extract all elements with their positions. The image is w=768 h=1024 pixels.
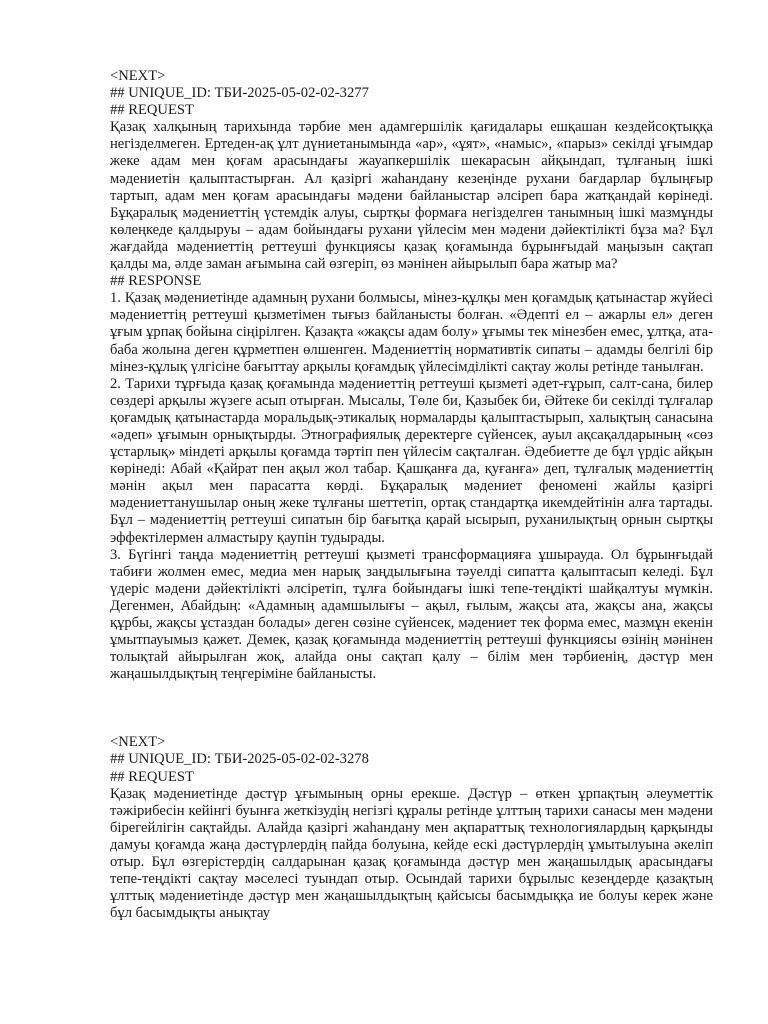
next-tag: <NEXT> — [110, 734, 166, 751]
response-heading: ## RESPONSE — [110, 273, 202, 290]
entry-3277 — [110, 68, 713, 683]
unique-id-line: ## UNIQUE_ID: ТБИ-2025-05-02-02-3278 — [110, 751, 369, 768]
request-heading: ## REQUEST — [110, 768, 194, 785]
request-text: Қазақ халқының тарихында тәрбие мен адамгершілік қағидалары ешқашан кездейсоқтыққа негізделмеген. Ертеден-ақ ұлт дүниетанымында «ар», «ұят», «намыс», «парыз» секілді ұғымдар жеке адам мен қоғам арасындағы жауапкершілік шекарасын айқындап, тұлғаның ішкі мәдениетін қалыптастырған. Ал қазіргі жаһандану кезеңінде рухани бағдарлар бұлыңғыр тартып, адам мен қоғам арасындағы мәдени байланыстар әлсіреп бара жатқандай көрінеді. Бұқаралық мәдениеттің үстемдік алуы, сыртқы формаға негізделген танымның ішкі мазмұнды көлеңкеде қалдыруы – адам бойындағы рухани үйлесім мен мәдени дәйектілікті бұза ма? Бұл жағдайда мәдениеттің реттеуші функциясы қазақ қоғамында бұрынғыдай маңызын сақтап қалды ма, әлде заман ағымына сай өзгеріп, өз мәнінен айырылып бара жатыр ма? — [110, 119, 713, 273]
request-text: Қазақ мәдениетінде дәстүр ұғымының орны ерекше. Дәстүр – өткен ұрпақтың әлеуметтік тәжірибесін кейінгі буынға жеткізудің негізгі құралы ретінде ұлттың тарихи санасы мен мәдени бірегейлігін сақтайды. Алайда қазіргі жаһандану мен ақпараттық технологиялардың қарқынды дамуы қоғамда жаңа дәстүрлердің пайда болуына, кейде ескі дәстүрлердің ұмытылуына әкеліп отыр. Бұл өзгерістердің салдарынан қазақ қоғамында дәстүр мен жаңашылдық арасындағы тепе-теңдікті сақтау мәселесі туындап отыр. Осындай тарихи бұрылыс кезеңдерде қазақтың ұлттық мәдениетінде дәстүр мен жаңашылдықтың қайсысы басымдыққа ие болуы керек және бұл басымдықты анықтау — [110, 785, 713, 922]
document-page — [110, 68, 713, 973]
entry-3278 — [110, 734, 713, 922]
next-tag: <NEXT> — [110, 68, 166, 84]
response-paragraph-1: 1. Қазақ мәдениетінде адамның рухани болмысы, мінез-құлқы мен қоғамдық қатынастар жүйесі мәдениеттің реттеуші қызметімен тығыз байланысты болған. «Әдепті ел – ажарлы ел» деген ұғым ұрпақ бойына сіңірілген. Қазақта «жақсы адам болу» ұғымы тек мінезбен емес, ұлтқа, ата-баба жолына деген құрметпен өлшенген. Мәдениеттің нормативтік сипаты – адамды белгілі бір мінез-құлық үлгісіне бағыттау арқылы қоғамдық үйлесімділікті сақтау жолы ретінде танылған. — [110, 290, 713, 375]
response-paragraph-3: 3. Бүгінгі таңда мәдениеттің реттеуші қызметі трансформацияға ұшырауда. Ол бұрынғыдай табиғи жолмен емес, медиа мен нарық заңдылығына тәуелді сипатта қалыптасып келеді. Бұл үдеріс мәдени дәйектілікті әлсіретіп, тұлға бойындағы ішкі тепе-теңдікті шайқалтуы мүмкін. Дегенмен, Абайдың: «Адамның адамшылығы – ақыл, ғылым, жақсы ата, жақсы ана, жақсы құрбы, жақсы ұстаздан болады» деген сөзіне сүйенсек, мәдениет тек форма емес, мазмұн екенін ұмытпауымыз қажет. Демек, қазақ қоғамында мәдениеттің реттеуші функциясы өзінің мәнінен толықтай айырылған жоқ, алайда оны сақтап қалу – білім мен тәрбиенің, дәстүр мен жаңашылдықтың теңгеріміне байланысты. — [110, 546, 713, 683]
request-heading: ## REQUEST — [110, 102, 194, 119]
response-paragraph-2: 2. Тарихи тұрғыда қазақ қоғамында мәдениеттің реттеуші қызметі әдет-ғұрып, салт-сана, билер сөздері арқылы жүзеге асып отырған. Мысалы, Төле би, Қазыбек би, Әйтеке би секілді тұлғалар қоғамдық қатынастарда моральдық-этикалық нормаларды қалыптастырып, халықтың санасына «әдеп» ұғымын орнықтырды. Этнографиялық деректерге сүйенсек, ауыл ақсақалдарының «сөз ұстарлық» міндеті арқылы қоғамда тәртіп пен үйлесім сақталған. Әдебиетте де бұл үрдіс айқын көрінеді: Абай «Қайрат пен ақыл жол табар. Қашқанға да, қуғанға» деп, тұлғалық мәдениеттің мәнін ақыл мен парасатта көрді. Бұқаралық мәдениет феномені жайлы қазіргі мәдениеттанушылар оның жеке тұлғаны шеттетіп, ортақ стандартқа икемдейтінін алға тартады. Бұл – мәдениеттің реттеуші сипатын бір бағытқа қарай ысырып, руханилықтың орнын сыртқы эффектілермен алмастыру қаупін тудырады. — [110, 375, 713, 546]
unique-id-line: ## UNIQUE_ID: ТБИ-2025-05-02-02-3277 — [110, 85, 369, 102]
